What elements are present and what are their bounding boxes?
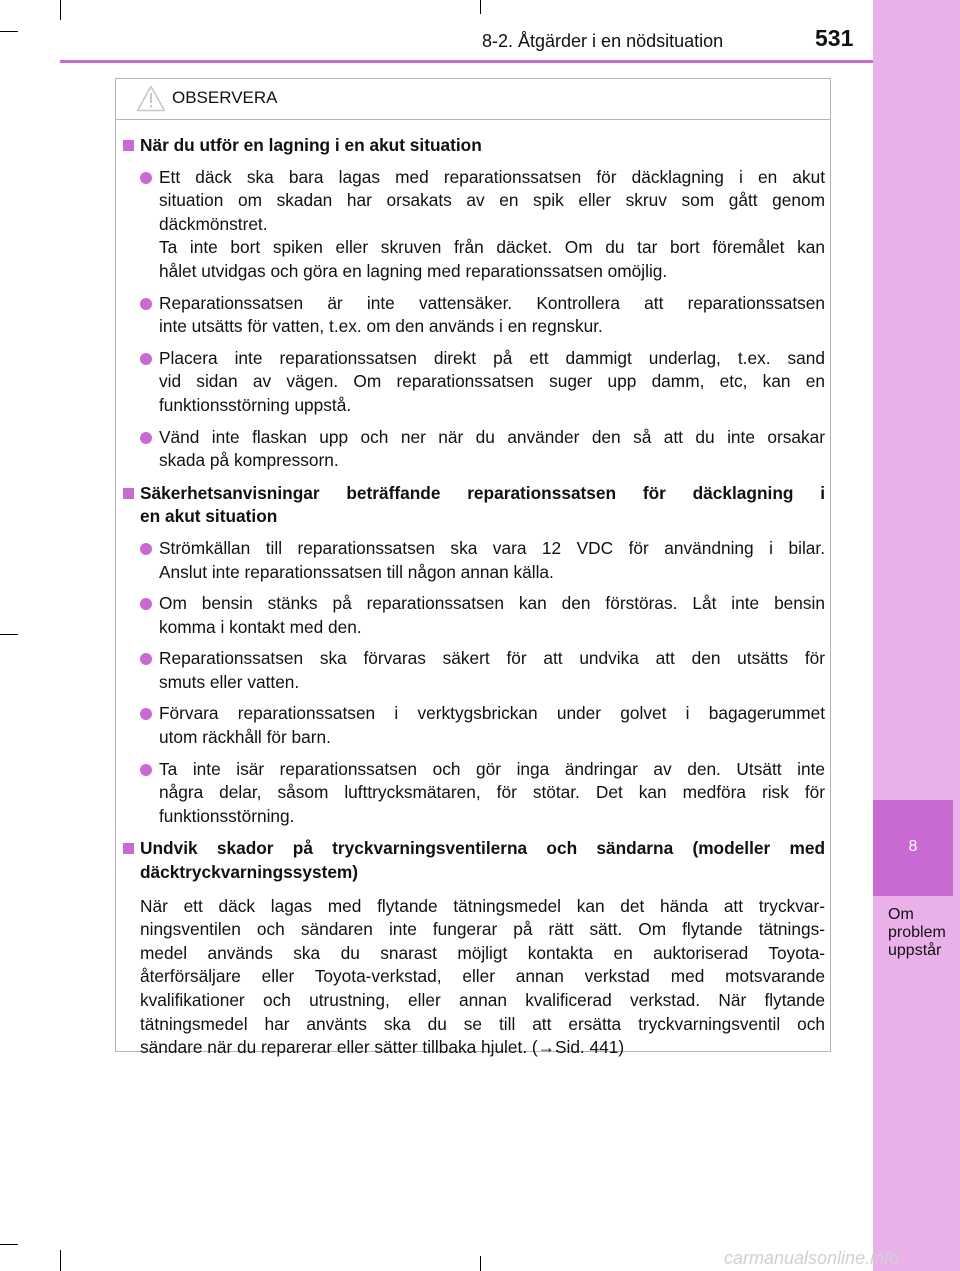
caution-title: OBSERVERA bbox=[172, 88, 278, 107]
crop-mark bbox=[0, 31, 18, 32]
round-bullet-icon bbox=[140, 172, 152, 184]
page-reference-link[interactable]: Sid. 441) bbox=[554, 1037, 625, 1058]
list-item: Strömkällan till reparationssatsen ska vara 12 VDC för användning i bilar. Anslut inte reparationssatsen till någon annan källa. bbox=[123, 537, 825, 584]
chapter-number: 8 bbox=[908, 838, 918, 855]
chapter-title: Om problem uppstår bbox=[888, 906, 946, 959]
round-bullet-icon bbox=[140, 653, 152, 665]
section-title: När du utför en lagning i en akut situation bbox=[123, 134, 825, 158]
round-bullet-icon bbox=[140, 598, 152, 610]
crop-mark bbox=[480, 1256, 481, 1271]
page-reference-line: sändare när du reparerar eller sätter tillbaka hjulet. (→Sid. 441) bbox=[140, 1037, 625, 1058]
list-item: Placera inte reparationssatsen direkt på ett dammigt underlag, t.ex. sand vid sidan av vägen. Om reparationssatsen suger upp damm, etc, kan en funktionsstörning uppstå. bbox=[123, 347, 825, 418]
list-item: Om bensin stänks på reparationssatsen kan den förstöras. Låt inte bensin komma i kontakt med den. bbox=[123, 592, 825, 639]
caution-section bbox=[123, 837, 825, 1059]
crop-mark bbox=[0, 634, 18, 635]
round-bullet-icon bbox=[140, 298, 152, 310]
list-item: Vänd inte flaskan upp och ner när du använder den så att du inte orsakar skada på kompressorn. bbox=[123, 426, 825, 473]
section-paragraph: När ett däck lagas med flytande tätningsmedel kan det hända att tryckvar- ningsventilen och sändaren inte fungerar på rätt sätt. Om flytande tätnings- medel används ska du snarast möjligt kontakta en auktoriserad Toyota- återförsäljare eller Toyota-verkstad, eller annan verkstad med motsvarande kvalifikationer och utrustning, eller annan kvalificerad verkstad. När flytande tätningsmedel har använts ska du se till att ersätta tryckvarningsventil och sändare när du reparerar eller sätter tillbaka hjulet. (→Sid. 441) bbox=[123, 895, 825, 1060]
watermark: carmanualsonline.info bbox=[724, 1248, 900, 1268]
round-bullet-icon bbox=[140, 764, 152, 776]
crop-mark bbox=[60, 0, 61, 20]
section-title: Säkerhetsanvisningar beträffande reparationssatsen för däcklagning i en akut situation bbox=[123, 482, 825, 529]
round-bullet-icon bbox=[140, 353, 152, 365]
list-item: Reparationssatsen ska förvaras säkert för att undvika att den utsätts för smuts eller vatten. bbox=[123, 647, 825, 694]
round-bullet-icon bbox=[140, 543, 152, 555]
list-item: Ett däck ska bara lagas med reparationssatsen för däcklagning i en akut situation om skadan har orsakats av en spik eller skruv som gått genom däckmönstret. Ta inte bort spiken eller skruven från däcket. Om du tar bort föremålet kan hålet utvidgas och göra en lagning med reparationssatsen omöjlig. bbox=[123, 166, 825, 284]
round-bullet-icon bbox=[140, 432, 152, 444]
caution-section bbox=[123, 482, 825, 829]
caution-header bbox=[116, 79, 830, 120]
arrow-icon: → bbox=[537, 1037, 555, 1058]
page-number: 531 bbox=[815, 25, 854, 51]
section-heading: 8-2. Åtgärder i en nödsituation bbox=[482, 31, 724, 51]
chapter-side-tab bbox=[873, 0, 960, 1271]
square-bullet-icon bbox=[123, 843, 134, 854]
crop-mark bbox=[60, 1250, 61, 1271]
section-title: Undvik skador på tryckvarningsventilerna och sändarna (modeller med däcktryckvarningssystem) bbox=[123, 837, 825, 884]
list-item: Förvara reparationssatsen i verktygsbrickan under golvet i bagagerummet utom räckhåll för barn. bbox=[123, 702, 825, 749]
caution-section bbox=[123, 134, 825, 473]
round-bullet-icon bbox=[140, 708, 152, 720]
square-bullet-icon bbox=[123, 488, 134, 499]
caution-content bbox=[123, 134, 825, 1069]
crop-mark bbox=[480, 0, 481, 14]
crop-mark bbox=[0, 1244, 18, 1245]
list-item: Reparationssatsen är inte vattensäker. Kontrollera att reparationssatsen inte utsätts för vatten, t.ex. om den används i en regnskur. bbox=[123, 292, 825, 339]
warning-triangle-icon bbox=[136, 85, 166, 112]
header-rule bbox=[60, 60, 873, 63]
square-bullet-icon bbox=[123, 140, 134, 151]
list-item: Ta inte isär reparationssatsen och gör inga ändringar av den. Utsätt inte några delar, såsom lufttrycksmätaren, för stötar. Det kan medföra risk för funktionsstörning. bbox=[123, 758, 825, 829]
